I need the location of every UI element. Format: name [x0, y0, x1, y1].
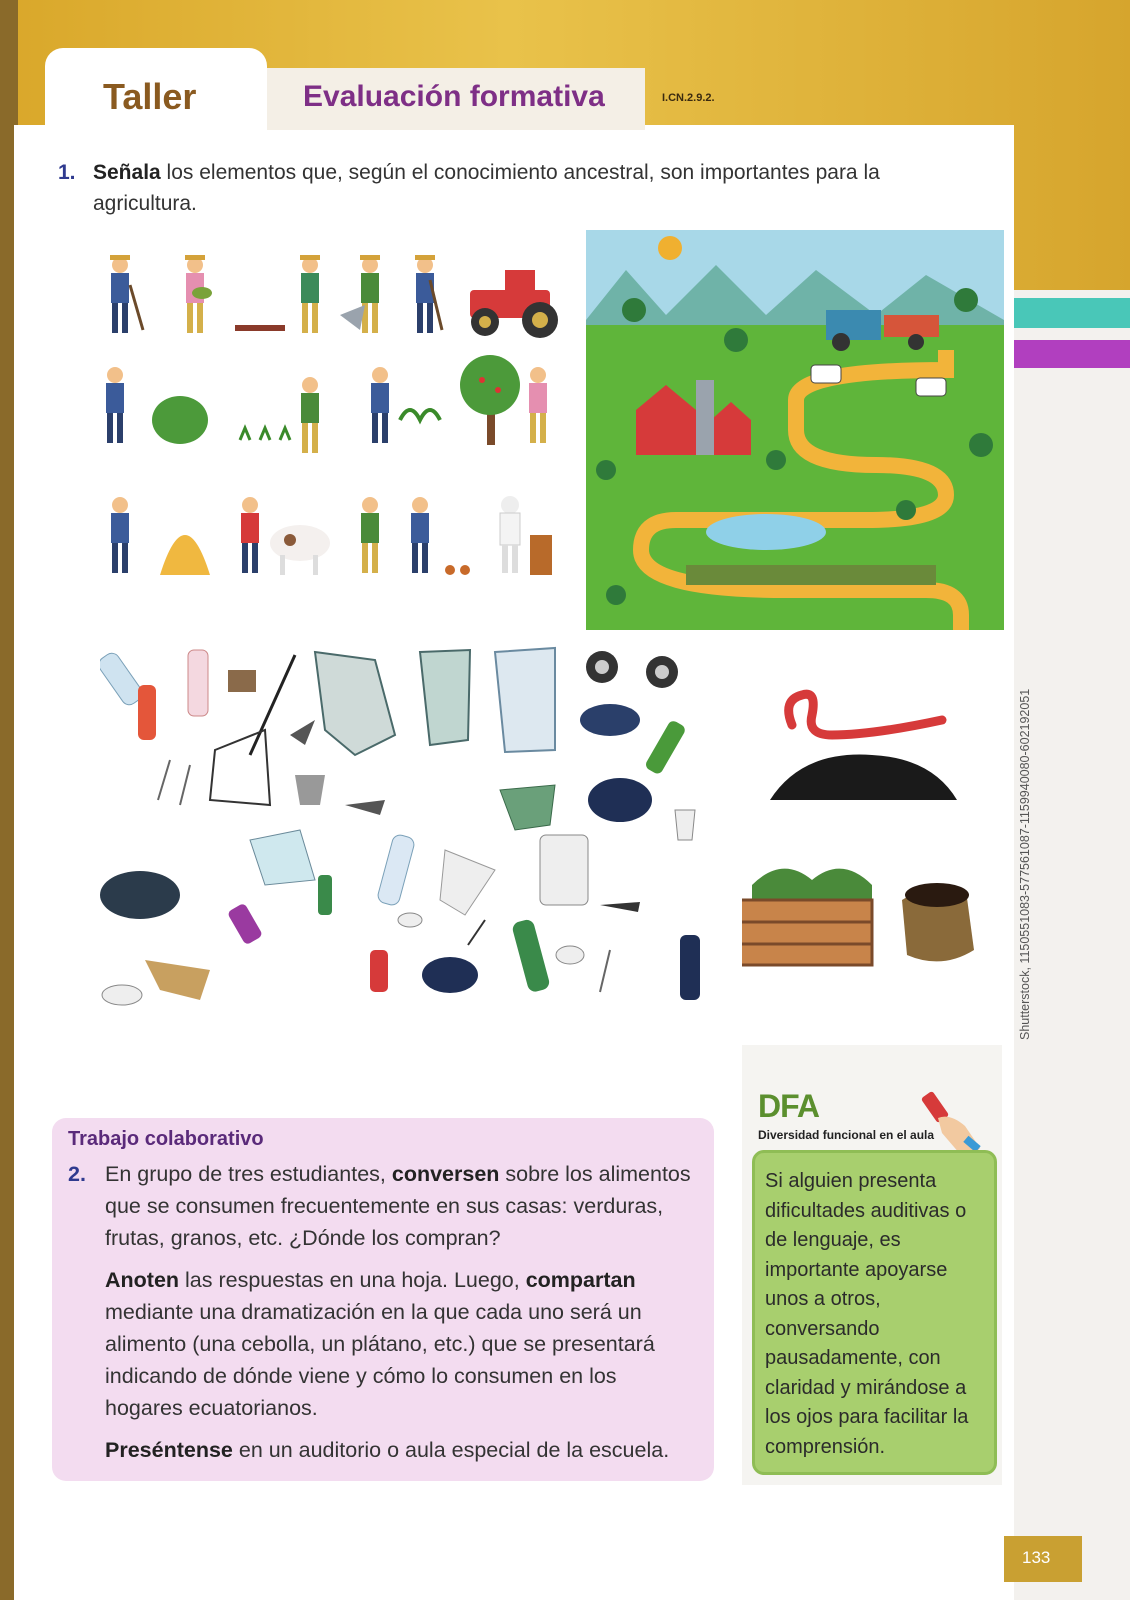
margin-stripe-purple	[1014, 340, 1130, 368]
collaborative-work-box	[52, 1118, 714, 1481]
page-number-badge	[1004, 1536, 1082, 1582]
earthworm	[789, 694, 942, 735]
farmer-figure	[106, 355, 547, 453]
section-title-tab	[267, 68, 645, 130]
page-number: 133	[1022, 1548, 1051, 1567]
farmer-activities-illustration	[95, 240, 575, 610]
dfa-box	[752, 1150, 997, 1475]
waste-items-illustration	[100, 640, 740, 1030]
question-2	[68, 1158, 698, 1476]
question-1	[58, 157, 988, 219]
image-credit	[1014, 620, 1038, 1040]
tire	[100, 651, 678, 993]
question-1-text: los elementos que, según el conocimiento ancestral, son importantes para la agricultura.	[93, 161, 880, 215]
margin-stripe-teal	[1014, 298, 1130, 328]
dfa-subtitle: Diversidad funcional en el aula	[758, 1128, 935, 1142]
taller-tab-label: Taller	[103, 76, 197, 117]
section-title: Evaluación formativa	[303, 80, 605, 113]
farmer-figure	[111, 496, 552, 575]
question-1-verb: Señala	[93, 161, 161, 184]
organic-items-illustration	[742, 640, 1000, 1020]
farm-landscape-illustration	[586, 230, 1004, 630]
plastic-wrap	[145, 785, 555, 1000]
question-2-paragraph-3: Preséntense en un auditorio o aula especial de la escuela.	[105, 1438, 670, 1462]
collaborative-work-title: Trabajo colaborativo	[68, 1128, 264, 1150]
farmer-figure	[110, 255, 558, 338]
curriculum-code: I.CN.2.9.2.	[662, 92, 715, 104]
plastic-bag	[315, 648, 555, 755]
compost-sack	[902, 883, 974, 961]
taller-tab	[45, 48, 267, 148]
dfa-title: DFA	[758, 1088, 819, 1124]
dfa-text: Si alguien presenta dificultades auditivas o de lenguaje, es importante apoyarse unos a otros, conversando pausadamente, con claridad y mirándose a los ojos para facilitar la comprensión.	[765, 1170, 969, 1458]
image-credit-text: Shutterstock, 1150551083-577561087-1159940080-602192051	[1018, 688, 1032, 1040]
question-2-number: 2.	[68, 1162, 86, 1186]
question-2-paragraph-1: En grupo de tres estudiantes, conversen sobre los alimentos que se consumen frecuentemente en sus casas: verduras, frutas, granos, etc. ¿Dónde los compran?	[105, 1162, 691, 1250]
question-2-paragraph-2: Anoten las respuestas en una hoja. Luego, compartan mediante una dramatización en la que cada uno será un alimento (una cebolla, un plátano, etc.) que se presentará indicando de dónde viene y cómo lo consumen en los hogares ecuatorianos.	[105, 1268, 655, 1420]
compost-crate	[742, 869, 872, 965]
plastic-bottle	[100, 650, 256, 740]
question-1-number: 1.	[58, 161, 76, 184]
soil-pile	[770, 755, 957, 800]
